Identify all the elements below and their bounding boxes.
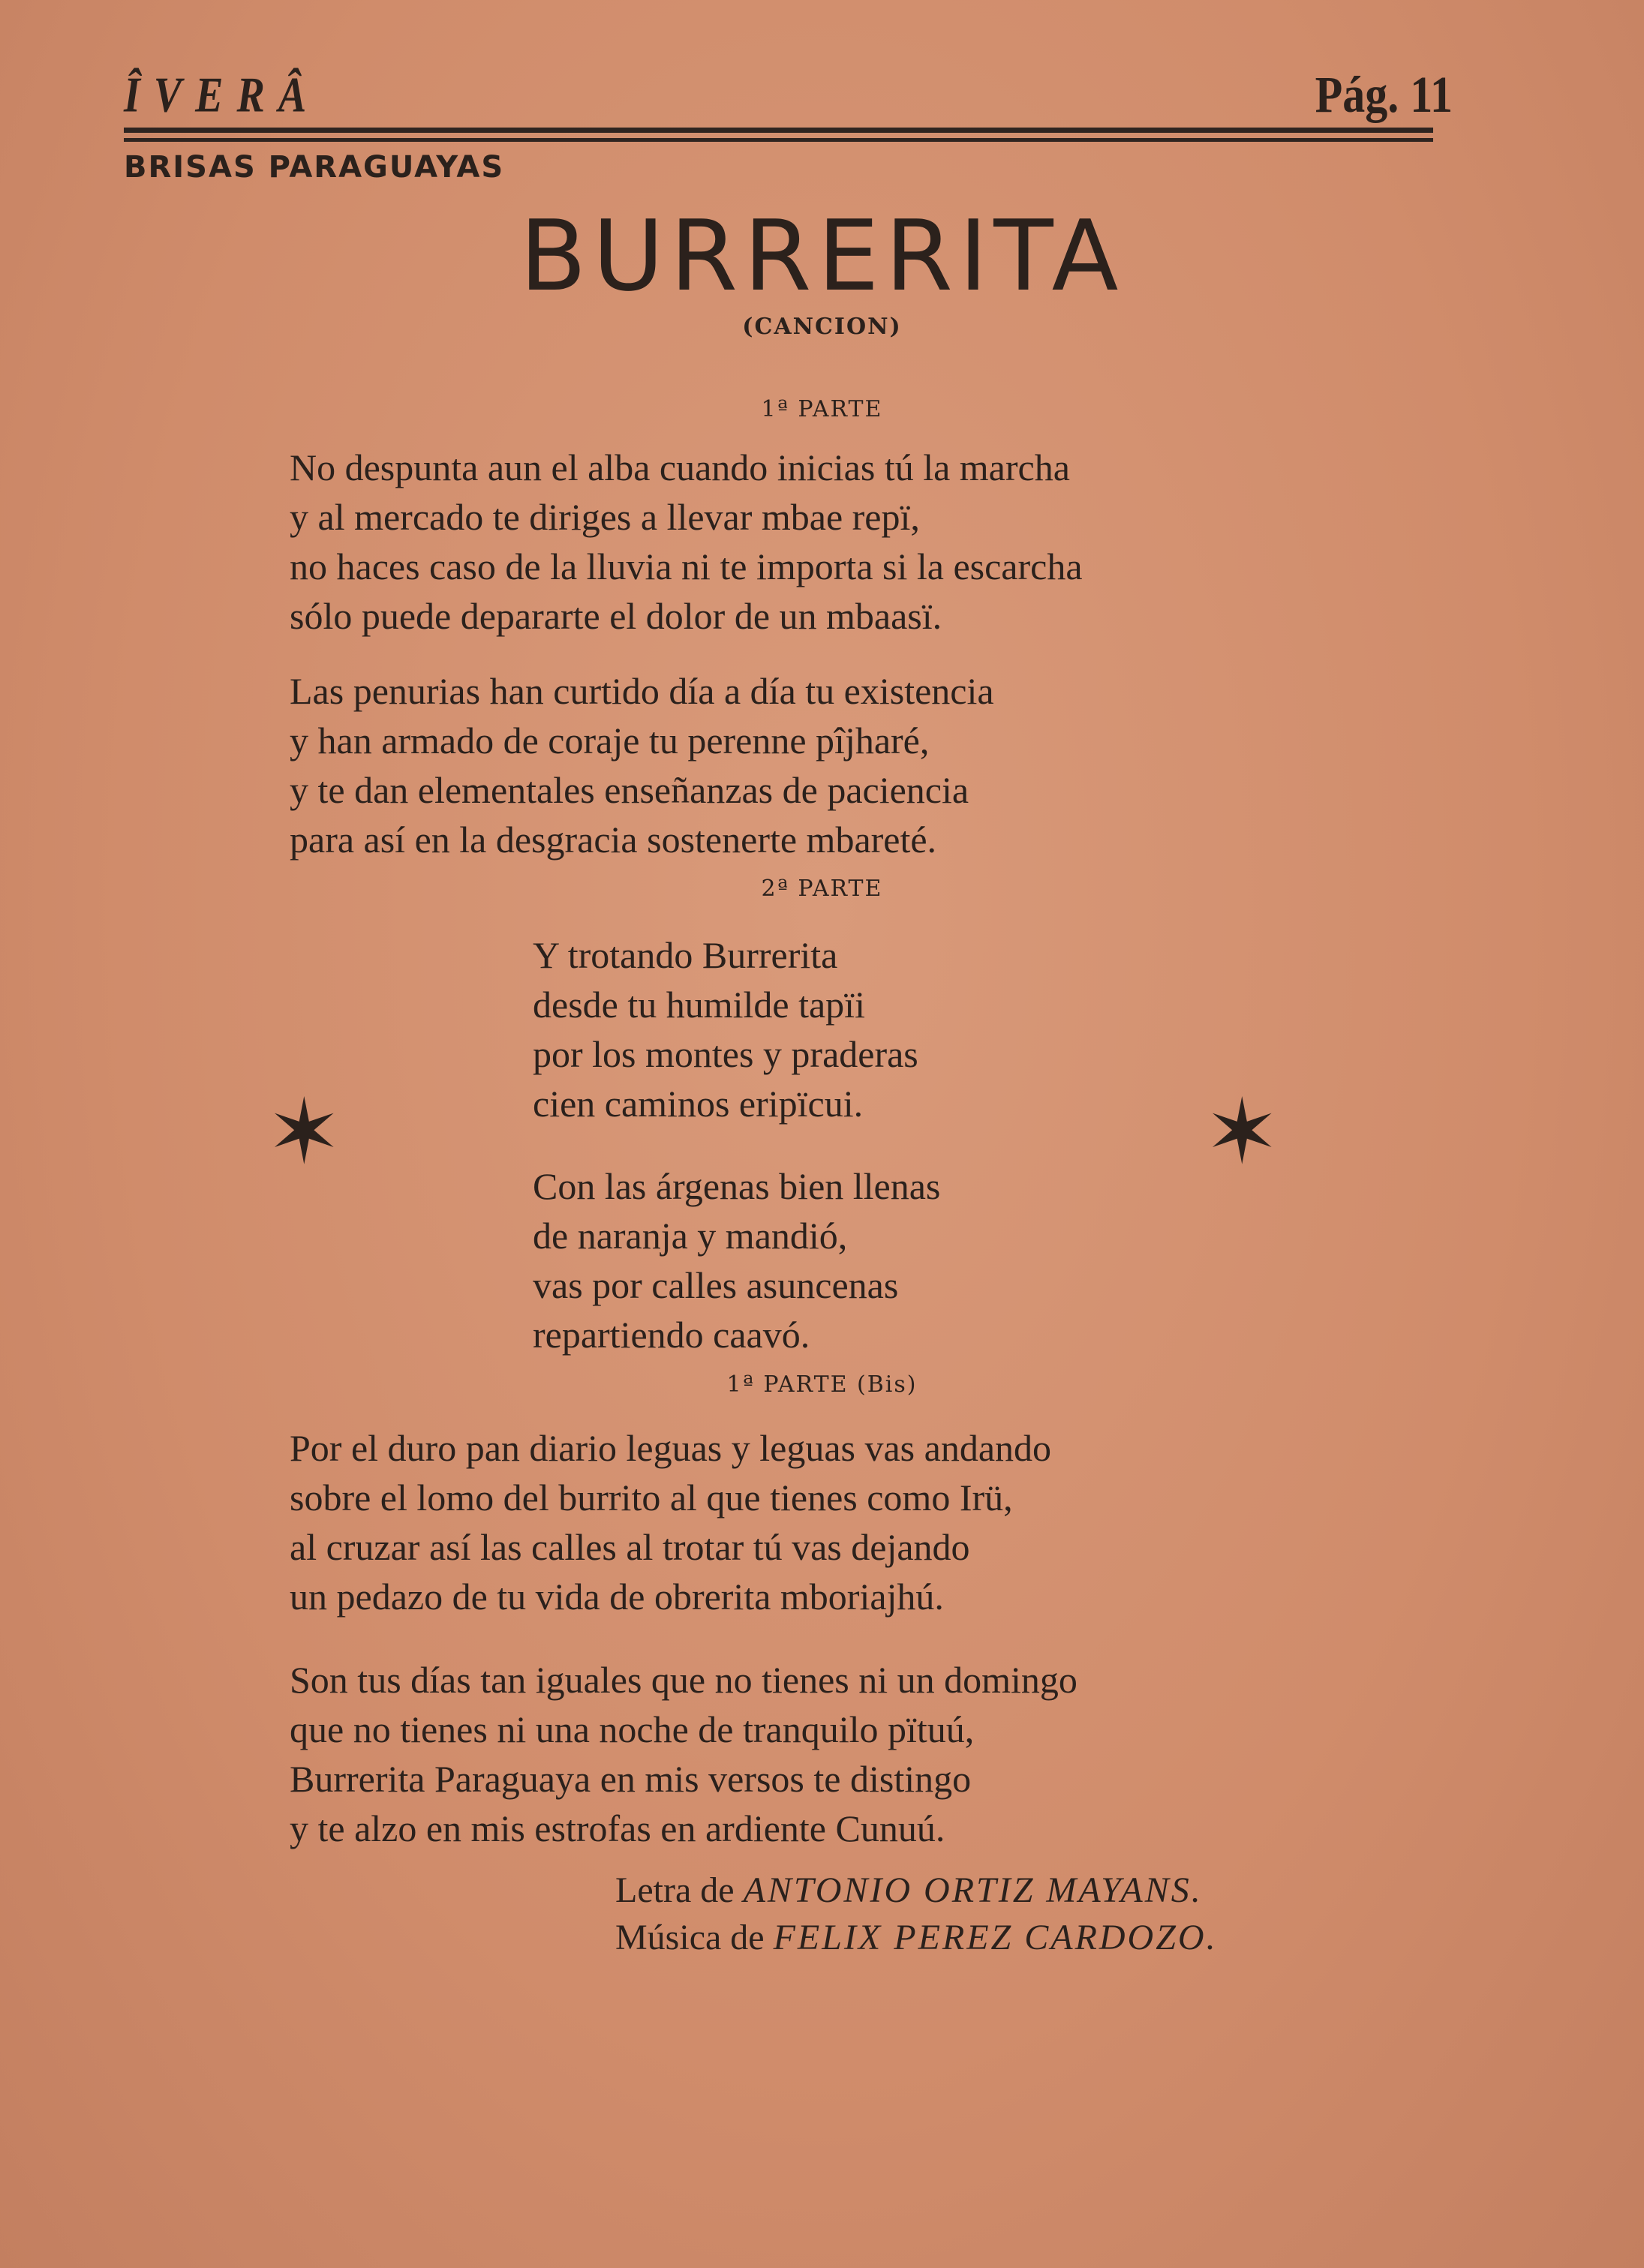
part1-label: 1ª PARTE <box>761 396 883 422</box>
verse-line: Con las árgenas bien llenas <box>533 1165 941 1207</box>
page-number: Pág. 11 <box>1315 65 1453 123</box>
lyrics-credit <box>615 1867 1218 1914</box>
verse-line: por los montes y praderas <box>533 1033 918 1075</box>
verse-line: un pedazo de tu vida de obrerita mboriajhú. <box>290 1576 944 1618</box>
song-subtitle: (CANCION) <box>742 314 902 340</box>
song-title: BURRERITA <box>519 199 1125 313</box>
stanza <box>290 1423 1051 1621</box>
verse-line: no haces caso de la lluvia ni te importa si la escarcha <box>290 545 1083 587</box>
stanza <box>533 930 918 1128</box>
verse-line: y te alzo en mis estrofas en ardiente Cunuú. <box>290 1807 945 1849</box>
section-title: BRISAS PARAGUAYAS <box>124 150 505 185</box>
verse-line: cien caminos eripïcui. <box>533 1083 864 1125</box>
star-ornament-icon: ✶ <box>266 1080 342 1185</box>
stanza <box>533 1161 940 1359</box>
music-credit <box>615 1914 1218 1961</box>
verse-line: repartiendo caavó. <box>533 1314 810 1356</box>
verse-line: para así en la desgracia sostenerte mbareté. <box>290 819 937 861</box>
lyricist-name: ANTONIO ORTIZ MAYANS. <box>743 1870 1203 1910</box>
credit-prefix: Música de <box>615 1918 774 1957</box>
verse-line: al cruzar así las calles al trotar tú vas dejando <box>290 1526 970 1568</box>
verse-line: Las penurias han curtido día a día tu existencia <box>290 670 994 712</box>
verse-line: sobre el lomo del burrito al que tienes como Irü, <box>290 1476 1013 1519</box>
verse-line: vas por calles asuncenas <box>533 1264 899 1306</box>
verse-line: sólo puede depararte el dolor de un mbaasï. <box>290 595 942 637</box>
stanza <box>290 443 1083 641</box>
verse-line: y han armado de coraje tu perenne pîjharé, <box>290 719 930 762</box>
star-ornament-icon: ✶ <box>1204 1080 1280 1185</box>
part1bis-label: 1ª PARTE (Bis) <box>726 1371 918 1398</box>
header-rule-top <box>124 128 1433 133</box>
verse-line: Burrerita Paraguaya en mis versos te distingo <box>290 1758 972 1800</box>
composer-name: FELIX PEREZ CARDOZO. <box>773 1918 1218 1957</box>
verse-line: Por el duro pan diario leguas y leguas vas andando <box>290 1427 1052 1469</box>
verse-line: No despunta aun el alba cuando inicias tú la marcha <box>290 446 1070 488</box>
credit-prefix: Letra de <box>615 1870 744 1910</box>
magazine-name: ÎVERÂ <box>124 67 320 124</box>
credits <box>615 1867 1218 1961</box>
verse-line: desde tu humilde tapïi <box>533 984 865 1026</box>
verse-line: de naranja y mandió, <box>533 1215 848 1257</box>
verse-line: que no tienes ni una noche de tranquilo pïtuú, <box>290 1708 975 1750</box>
verse-line: y te dan elementales enseñanzas de paciencia <box>290 769 969 811</box>
stanza <box>290 1655 1077 1853</box>
verse-line: y al mercado te diriges a llevar mbae repï, <box>290 496 920 538</box>
part2-label: 2ª PARTE <box>761 876 883 902</box>
header-rule-bottom <box>124 138 1433 142</box>
stanza <box>290 666 994 864</box>
verse-line: Y trotando Burrerita <box>533 934 838 976</box>
verse-line: Son tus días tan iguales que no tienes ni un domingo <box>290 1659 1077 1701</box>
